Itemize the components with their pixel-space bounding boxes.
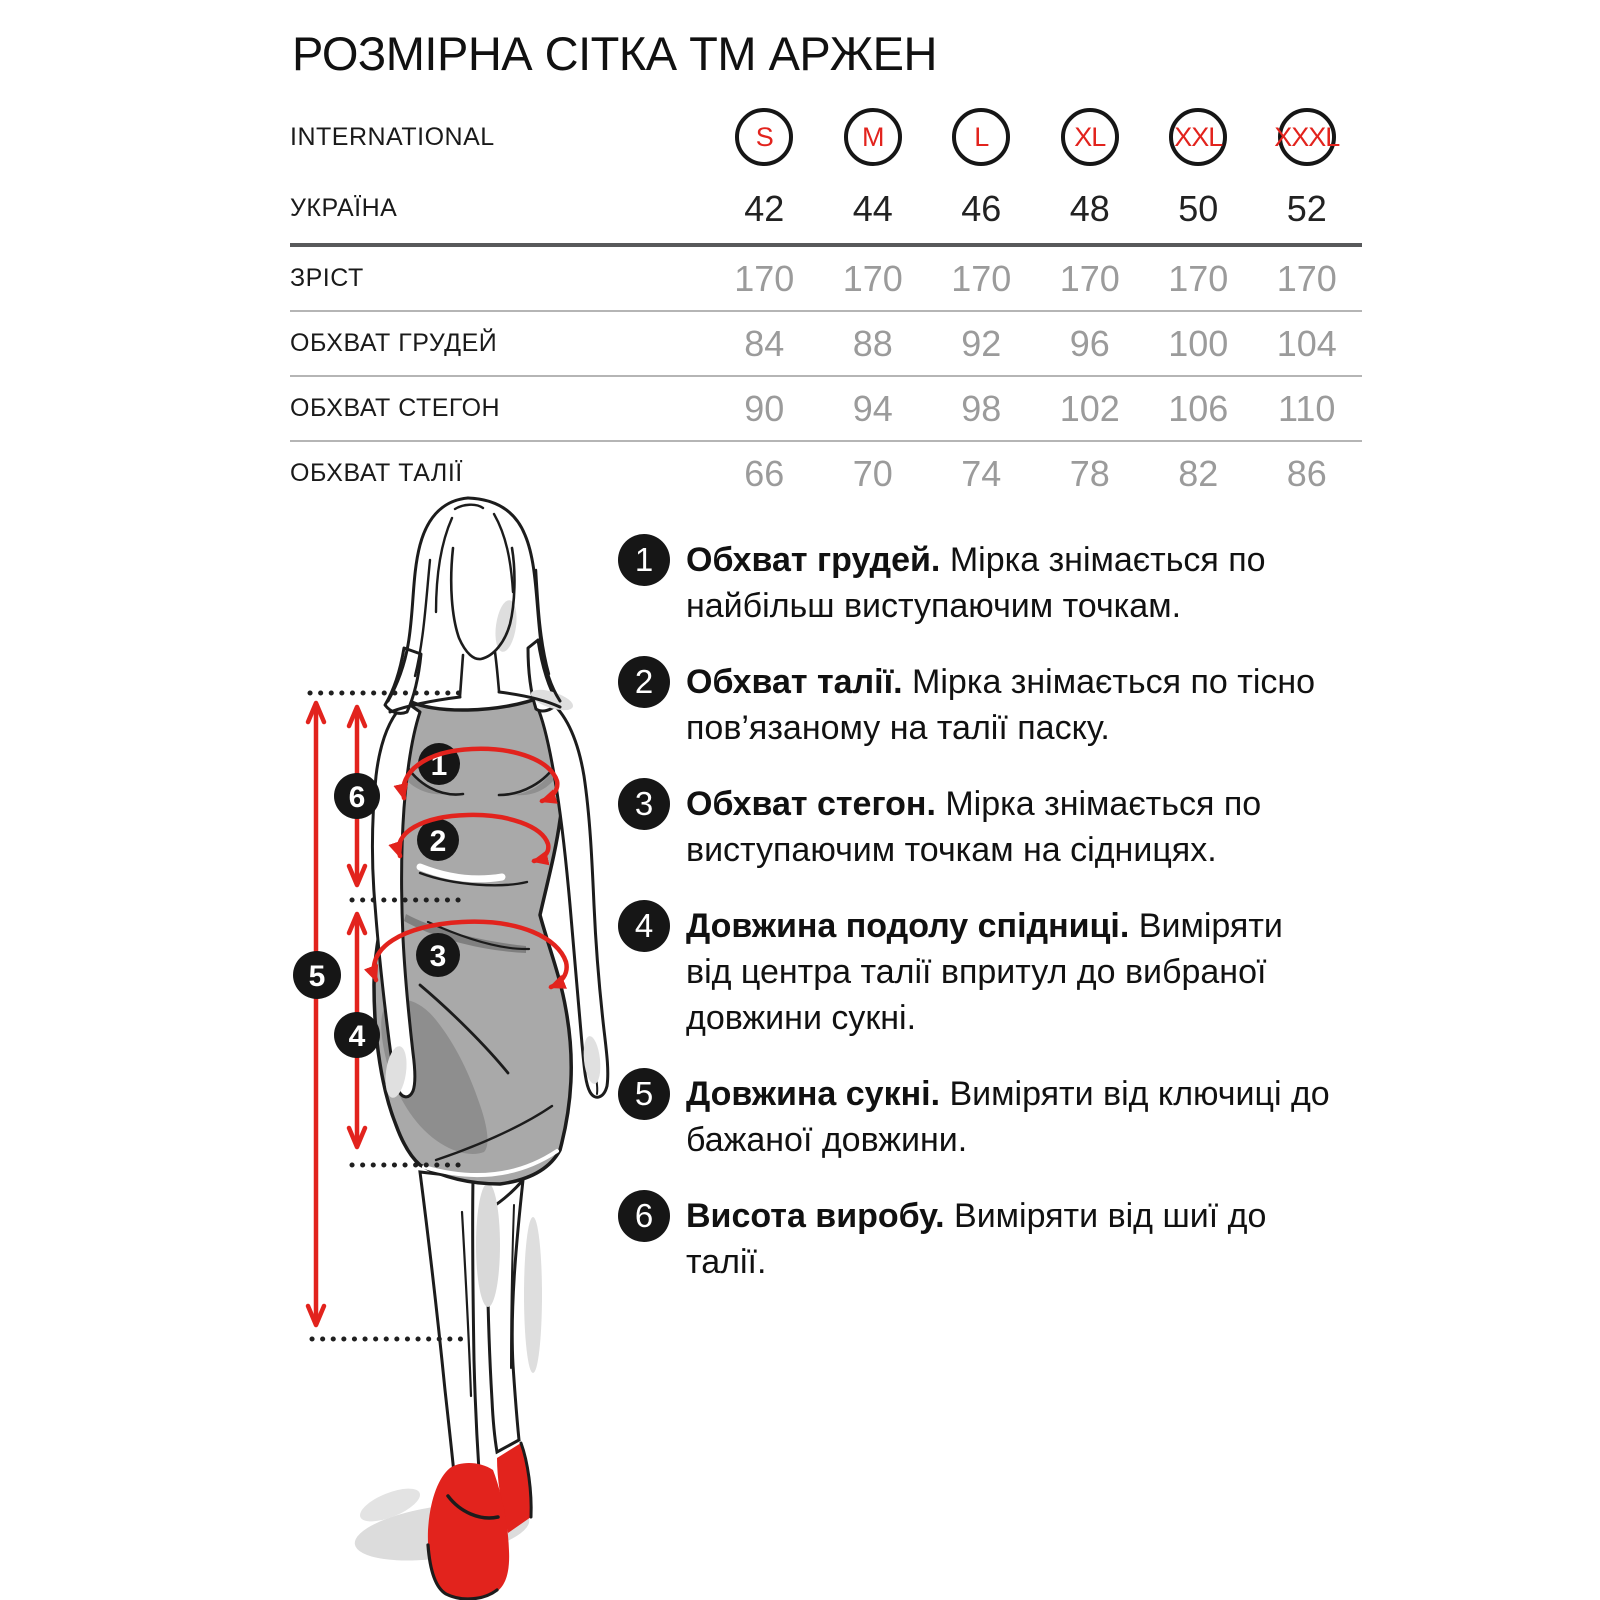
legs bbox=[420, 1172, 523, 1474]
legend-bullet-6: 6 bbox=[618, 1190, 670, 1242]
svg-text:1: 1 bbox=[430, 749, 448, 782]
table-row-waist: ОБХВАТ ТАЛІЇ 66 70 74 78 82 86 bbox=[290, 440, 1362, 505]
legend-bullet-5: 5 bbox=[618, 1068, 670, 1120]
legend-term: Довжина подолу спідниці. bbox=[686, 907, 1130, 945]
ua-size: 48 bbox=[1069, 187, 1110, 229]
legend-term: Обхват стегон. bbox=[686, 785, 936, 823]
legend-item-product-height bbox=[618, 1193, 1378, 1285]
marker-5 bbox=[293, 951, 341, 999]
red-shoes bbox=[428, 1443, 531, 1599]
ua-size: 50 bbox=[1178, 187, 1219, 229]
table-row-international bbox=[290, 100, 1362, 174]
marker-2 bbox=[417, 819, 459, 861]
ua-size: 52 bbox=[1286, 187, 1327, 229]
legend-term: Обхват талії. bbox=[686, 663, 903, 701]
legend-item-skirt-length bbox=[618, 903, 1378, 1041]
table-row-hips: ОБХВАТ СТЕГОН 90 94 98 102 106 110 bbox=[290, 375, 1362, 440]
page-title: РОЗМІРНА СІТКА ТМ АРЖЕН bbox=[292, 27, 937, 80]
table-row-height: ЗРІСТ 170 170 170 170 170 170 bbox=[290, 243, 1362, 310]
legend-bullet-1: 1 bbox=[618, 534, 670, 586]
ukraine-label: УКРАЇНА bbox=[290, 194, 398, 222]
size-circle-xxxl: XXXL bbox=[1278, 108, 1336, 166]
legend-bullet-4: 4 bbox=[618, 900, 670, 952]
legend-item-waist bbox=[618, 659, 1378, 751]
svg-text:2: 2 bbox=[429, 825, 447, 858]
legend-desc: Виміряти від ключиці до бажаної довжини. bbox=[686, 1075, 1330, 1159]
ua-size: 44 bbox=[852, 187, 893, 229]
svg-text:3: 3 bbox=[429, 940, 447, 973]
size-table bbox=[290, 100, 1362, 505]
legend-desc: Мірка знімається по виступаючим точкам на сідницях. bbox=[686, 785, 1262, 869]
measurement-figure-illustration bbox=[280, 490, 640, 1600]
size-circle-l: L bbox=[952, 108, 1010, 166]
legs-shading bbox=[476, 1183, 500, 1307]
svg-text:5: 5 bbox=[308, 960, 326, 993]
legend-term: Обхват грудей. bbox=[686, 541, 941, 579]
size-circle-m: M bbox=[844, 108, 902, 166]
legend-bullet-2: 2 bbox=[618, 656, 670, 708]
legend-desc: Виміряти від шиї до талії. bbox=[686, 1197, 1267, 1281]
svg-text:4: 4 bbox=[348, 1020, 366, 1053]
legend-term: Довжина сукні. bbox=[686, 1075, 941, 1113]
legend-item-dress-length bbox=[618, 1071, 1378, 1163]
legend-item-chest bbox=[618, 537, 1378, 629]
size-circle-xl: XL bbox=[1061, 108, 1119, 166]
ua-size: 42 bbox=[744, 187, 785, 229]
legend-item-hips bbox=[618, 781, 1378, 873]
legend-desc: Мірка знімається по тісно пов’язаному на талії паску. bbox=[686, 663, 1316, 747]
legend-term: Висота виробу. bbox=[686, 1197, 945, 1235]
size-circle-xxl: XXL bbox=[1169, 108, 1227, 166]
marker-3 bbox=[416, 933, 460, 977]
svg-text:6: 6 bbox=[348, 781, 366, 814]
marker-4 bbox=[334, 1012, 380, 1058]
size-circle-s: S bbox=[735, 108, 793, 166]
ua-size: 46 bbox=[961, 187, 1002, 229]
international-label: INTERNATIONAL bbox=[290, 122, 495, 151]
legend-desc: Виміряти від центра талії впритул до вибраної довжини сукні. bbox=[686, 907, 1283, 1037]
measurement-legend bbox=[618, 537, 1378, 1315]
leg-shading-right bbox=[524, 1217, 542, 1373]
table-row-ukraine bbox=[290, 174, 1362, 243]
marker-6 bbox=[334, 773, 380, 819]
table-row-chest: ОБХВАТ ГРУДЕЙ 84 88 92 96 100 104 bbox=[290, 310, 1362, 375]
legend-bullet-3: 3 bbox=[618, 778, 670, 830]
legend-desc: Мірка знімається по найбільш виступаючим точкам. bbox=[686, 541, 1266, 625]
